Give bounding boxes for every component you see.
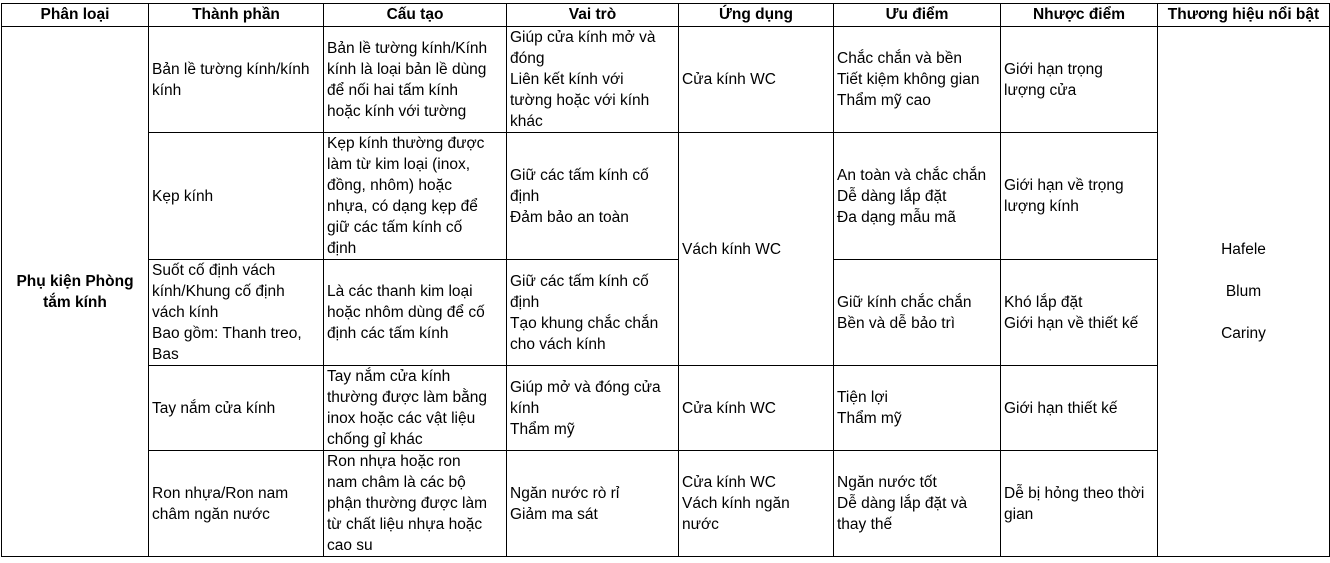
application-cell — [679, 451, 834, 557]
cons-cell — [1001, 133, 1158, 260]
cell-line: Giảm ma sát — [510, 505, 598, 523]
cell-line: Khó lắp đặt — [1004, 293, 1083, 311]
cell-line: kính là loại bản lề dùng — [327, 60, 487, 78]
category-cell — [2, 27, 149, 557]
pros-cell — [834, 451, 1001, 557]
cell-line: cho vách kính — [510, 335, 606, 353]
cell-line: gian — [1004, 505, 1034, 523]
category-line: Phụ kiện Phòng — [16, 272, 134, 290]
cell-line: Giới hạn thiết kế — [1004, 399, 1118, 417]
cell-line: Kẹp kính — [152, 187, 214, 205]
cell-line: cao su — [327, 537, 373, 554]
cell-line: Bas — [152, 346, 179, 363]
header-cons: Nhược điểm — [1001, 4, 1158, 27]
cell-line: lượng cửa — [1004, 81, 1077, 99]
application-cell — [679, 366, 834, 451]
cell-line: hoặc kính với tường — [327, 102, 467, 120]
cell-line: Vách kính ngăn — [682, 495, 790, 512]
structure-cell — [324, 27, 507, 133]
cell-line: thay thế — [837, 516, 893, 533]
cell-line: kính — [152, 81, 182, 99]
structure-cell — [324, 451, 507, 557]
cell-line: Cariny — [1221, 324, 1266, 342]
cell-line: đồng, nhôm) hoặc — [327, 177, 452, 194]
cell-line: phận thường được làm — [327, 495, 487, 512]
cons-cell — [1001, 27, 1158, 133]
cell-line: định — [510, 293, 540, 311]
header-role: Vai trò — [507, 4, 679, 27]
header-brands: Thương hiệu nổi bật — [1158, 4, 1330, 27]
pros-cell — [834, 366, 1001, 451]
cell-line: inox hoặc các vật liệu — [327, 410, 476, 427]
cell-line: Bản lề tường kính/kính — [152, 60, 310, 78]
cell-line: Giữ các tấm kính cố — [510, 166, 649, 184]
component-cell — [149, 366, 324, 451]
cell-line: An toàn và chắc chắn — [837, 166, 987, 184]
component-cell — [149, 133, 324, 260]
cell-line: nước — [682, 516, 719, 533]
cell-line: làm từ kim loại (inox, — [327, 156, 471, 173]
cell-line: Liên kết kính với — [510, 71, 624, 88]
cell-line: Bao gồm: Thanh treo, — [152, 325, 302, 342]
cell-line: Bản lề tường kính/Kính — [327, 39, 488, 57]
header-structure: Cấu tạo — [324, 4, 507, 27]
role-cell — [507, 260, 679, 366]
cell-line: khác — [510, 113, 543, 130]
cell-line: đóng — [510, 50, 545, 67]
cell-line: hoặc nhôm dùng để cố — [327, 304, 485, 321]
cell-line: Giới hạn trọng — [1004, 60, 1103, 78]
cell-line: kính — [510, 399, 540, 417]
cell-line: Dễ bị hỏng theo thời — [1004, 484, 1145, 502]
cell-line: Giới hạn về thiết kế — [1004, 314, 1139, 332]
header-pros: Ưu điểm — [834, 4, 1001, 27]
cell-line: để nối hai tấm kính — [327, 81, 458, 99]
cell-line: Ngăn nước tốt — [837, 474, 937, 491]
cell-line: Chắc chắn và bền — [837, 50, 962, 67]
cell-line: nam châm là các bộ — [327, 474, 466, 491]
cons-cell — [1001, 260, 1158, 366]
cell-line: Dễ dàng lắp đặt và — [837, 495, 968, 512]
cell-line: Blum — [1225, 282, 1262, 300]
cell-line: Kẹp kính thường được — [327, 135, 485, 152]
cell-line: Tiết kiệm không gian — [837, 71, 980, 88]
cell-line: Cửa kính WC — [682, 399, 776, 417]
accessories-table — [1, 3, 1330, 557]
table-row — [2, 366, 1330, 451]
cell-line: Ron nhựa hoặc ron — [327, 453, 461, 470]
cell-line: châm ngăn nước — [152, 505, 270, 523]
component-cell — [149, 260, 324, 366]
cell-line: Giúp mở và đóng cửa — [510, 378, 661, 396]
cell-line: Ngăn nước rò rỉ — [510, 484, 620, 502]
cell-line: Đảm bảo an toàn — [510, 208, 629, 226]
cell-line: Tiện lợi — [837, 389, 888, 406]
cell-line: lượng kính — [1004, 198, 1079, 215]
cell-line: Cửa kính WC — [682, 474, 776, 491]
pros-cell — [834, 260, 1001, 366]
cell-line: định — [327, 240, 357, 257]
header-category: Phân loại — [2, 4, 149, 27]
cell-line: Giữ kính chắc chắn — [837, 293, 972, 311]
role-cell — [507, 27, 679, 133]
structure-cell — [324, 366, 507, 451]
cell-line: Bền và dễ bảo trì — [837, 314, 956, 332]
structure-cell — [324, 133, 507, 260]
role-cell — [507, 366, 679, 451]
application-cell — [679, 133, 834, 366]
application-cell — [679, 27, 834, 133]
cell-line: giữ các tấm kính cố — [327, 219, 463, 236]
cell-line: kính/Khung cố định — [152, 283, 285, 300]
cell-line: thường được làm bằng — [327, 389, 487, 406]
cell-line: định — [510, 187, 540, 205]
pros-cell — [834, 133, 1001, 260]
cell-line: Vách kính WC — [682, 240, 782, 258]
cell-line: Tay nắm cửa kính — [327, 368, 451, 385]
cell-line: Thẩm mỹ — [510, 420, 575, 438]
cell-line: Giữ các tấm kính cố — [510, 272, 649, 290]
cell-line: tường hoặc với kính — [510, 92, 650, 109]
cell-line: Đa dạng mẫu mã — [837, 208, 956, 226]
cell-line: Cửa kính WC — [682, 71, 776, 88]
cell-line: Tạo khung chắc chắn — [510, 314, 659, 332]
cons-cell — [1001, 366, 1158, 451]
header-row — [2, 4, 1330, 27]
category-line: tắm kính — [43, 293, 107, 311]
cons-cell — [1001, 451, 1158, 557]
cell-line: Thẩm mỹ cao — [837, 92, 931, 109]
component-cell — [149, 27, 324, 133]
cell-line: Ron nhựa/Ron nam — [152, 484, 289, 502]
role-cell — [507, 451, 679, 557]
cell-line: Suốt cố định vách — [152, 262, 276, 279]
cell-line: định các tấm kính — [327, 325, 449, 342]
cell-line: vách kính — [152, 304, 219, 321]
table-row — [2, 260, 1330, 366]
cell-line: Giúp cửa kính mở và — [510, 29, 656, 46]
cell-line: Thẩm mỹ — [837, 410, 902, 427]
cell-line: Hafele — [1221, 240, 1266, 258]
structure-cell — [324, 260, 507, 366]
header-component: Thành phần — [149, 4, 324, 27]
cell-line: từ chất liệu nhựa hoặc — [327, 516, 483, 533]
cell-line: Là các thanh kim loại — [327, 283, 473, 300]
header-application: Ứng dụng — [679, 4, 834, 27]
table-row — [2, 27, 1330, 133]
cell-line: chống gỉ khác — [327, 431, 423, 448]
cell-line: Tay nắm cửa kính — [152, 399, 276, 417]
table-row — [2, 451, 1330, 557]
component-cell — [149, 451, 324, 557]
brands-cell — [1158, 27, 1330, 557]
pros-cell — [834, 27, 1001, 133]
cell-line: Giới hạn về trọng — [1004, 177, 1124, 194]
cell-line: nhựa, có dạng kẹp để — [327, 198, 478, 215]
cell-line: Dễ dàng lắp đặt — [837, 187, 947, 205]
role-cell — [507, 133, 679, 260]
table-row — [2, 133, 1330, 260]
